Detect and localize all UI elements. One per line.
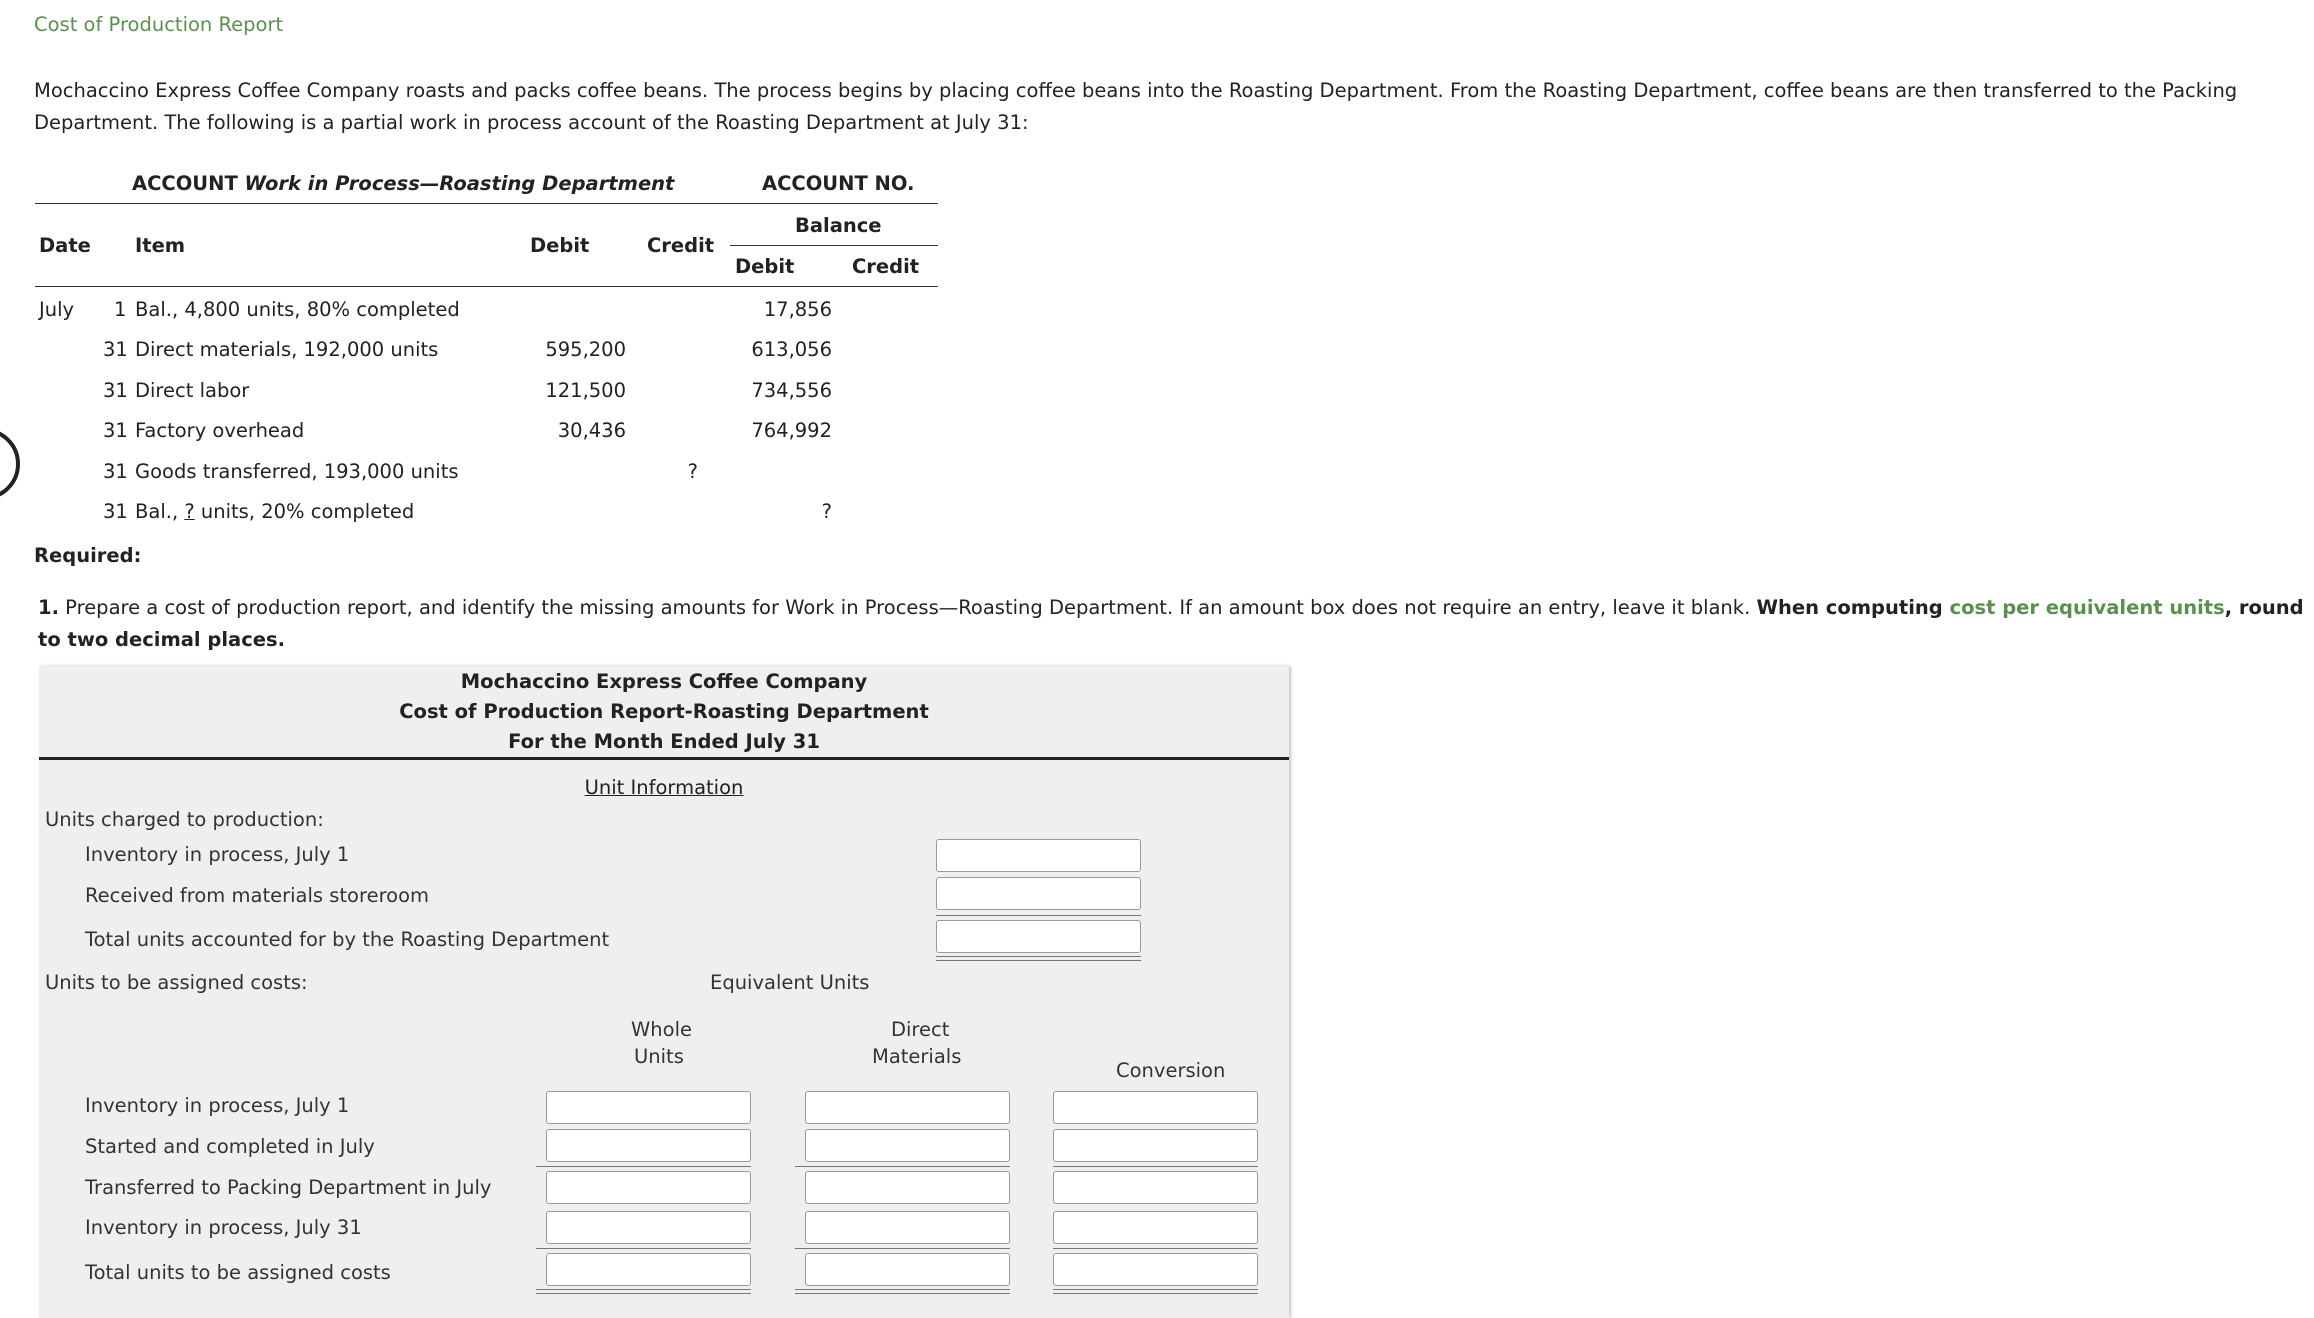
header-balance-debit: Debit bbox=[735, 255, 795, 278]
row-balance-debit: 17,856 bbox=[763, 298, 832, 321]
col-whole-units-1: Whole bbox=[631, 1018, 692, 1041]
required-bold-b: , round to two decimal places. bbox=[38, 596, 2304, 651]
col-conversion: Conversion bbox=[1116, 1059, 1226, 1082]
row-debit: 595,200 bbox=[545, 338, 626, 361]
conv-total-input[interactable] bbox=[1053, 1253, 1258, 1286]
row-item-pre: Bal., bbox=[135, 500, 185, 523]
report-title-link[interactable]: Cost of Production Report bbox=[34, 13, 284, 36]
required-bold-a: When computing bbox=[1756, 596, 1950, 619]
row-day: 31 bbox=[103, 500, 128, 523]
inventory-july1-label: Inventory in process, July 1 bbox=[85, 843, 350, 866]
required-label: Required: bbox=[34, 544, 142, 567]
assign-row-label: Transferred to Packing Department in July bbox=[85, 1176, 492, 1199]
row-debit: 30,436 bbox=[557, 419, 626, 442]
row-day: 31 bbox=[103, 338, 128, 361]
row-debit: 121,500 bbox=[545, 379, 626, 402]
row-credit: ? bbox=[687, 460, 698, 483]
row-day: 1 bbox=[114, 298, 127, 321]
row-item: Factory overhead bbox=[135, 419, 305, 442]
units-assigned-label: Units to be assigned costs: bbox=[45, 971, 308, 994]
header-balance: Balance bbox=[795, 214, 882, 237]
conv-inv-july1-input[interactable] bbox=[1053, 1091, 1258, 1124]
account-prefix: ACCOUNT bbox=[132, 172, 238, 195]
dm-inv-july31-input[interactable] bbox=[805, 1211, 1010, 1244]
required-instructions bbox=[38, 592, 2308, 656]
whole-units-inv-july1-input[interactable] bbox=[546, 1091, 751, 1124]
unit-information-heading: Unit Information bbox=[584, 776, 744, 799]
row-day: 31 bbox=[103, 460, 128, 483]
dm-started-input[interactable] bbox=[805, 1129, 1010, 1162]
whole-units-started-input[interactable] bbox=[546, 1129, 751, 1162]
total-accounted-label: Total units accounted for by the Roasting Department bbox=[85, 928, 610, 951]
received-label: Received from materials storeroom bbox=[85, 884, 430, 907]
header-item: Item bbox=[135, 234, 186, 257]
total-accounted-input[interactable] bbox=[936, 920, 1141, 953]
row-item-post: units, 20% completed bbox=[194, 500, 415, 523]
conv-transferred-input[interactable] bbox=[1053, 1171, 1258, 1204]
required-number: 1. bbox=[38, 596, 59, 619]
assign-row-label: Started and completed in July bbox=[85, 1135, 375, 1158]
assign-row-label: Inventory in process, July 31 bbox=[85, 1216, 362, 1239]
row-item: Goods transferred, 193,000 units bbox=[135, 460, 459, 483]
units-charged-label: Units charged to production: bbox=[45, 808, 324, 831]
assign-row-label: Inventory in process, July 1 bbox=[85, 1094, 350, 1117]
report-company: Mochaccino Express Coffee Company bbox=[460, 670, 868, 693]
report-period: For the Month Ended July 31 bbox=[508, 730, 820, 753]
row-item: Direct materials, 192,000 units bbox=[135, 338, 439, 361]
required-text: Prepare a cost of production report, and identify the missing amounts for Work in Process—Roasting Department. If an amount box does not require an entry, leave it blank. bbox=[58, 596, 1757, 619]
intro-paragraph: Mochaccino Express Coffee Company roasts and packs coffee beans. The process begins by placing coffee beans into the Roasting Department. From the Roasting Department, coffee beans are then transferred to the Packing Department. The following is a partial work in process account of the Roasting Department at July 31: bbox=[34, 79, 2238, 134]
row-balance-debit: 764,992 bbox=[751, 419, 832, 442]
conv-inv-july31-input[interactable] bbox=[1053, 1211, 1258, 1244]
row-balance-debit: 734,556 bbox=[751, 379, 832, 402]
dm-inv-july1-input[interactable] bbox=[805, 1091, 1010, 1124]
whole-units-transferred-input[interactable] bbox=[546, 1171, 751, 1204]
dm-total-input[interactable] bbox=[805, 1253, 1010, 1286]
account-number-label: ACCOUNT NO. bbox=[762, 172, 915, 195]
row-item-question: ? bbox=[184, 500, 195, 523]
dm-transferred-input[interactable] bbox=[805, 1171, 1010, 1204]
account-name: Work in Process—Roasting Department bbox=[244, 172, 675, 195]
col-direct-materials-2: Materials bbox=[872, 1045, 962, 1068]
row-balance-debit: 613,056 bbox=[751, 338, 832, 361]
row-item: Direct labor bbox=[135, 379, 250, 402]
equivalent-units-heading: Equivalent Units bbox=[710, 971, 870, 994]
col-whole-units-2: Units bbox=[634, 1045, 684, 1068]
header-balance-credit: Credit bbox=[852, 255, 920, 278]
whole-units-inv-july31-input[interactable] bbox=[546, 1211, 751, 1244]
header-date: Date bbox=[39, 234, 91, 257]
header-credit: Credit bbox=[647, 234, 715, 257]
cost-of-production-report bbox=[39, 666, 1289, 1318]
header-debit: Debit bbox=[530, 234, 590, 257]
row-item bbox=[135, 500, 414, 523]
received-input[interactable] bbox=[936, 877, 1141, 910]
report-title: Cost of Production Report-Roasting Department bbox=[399, 700, 929, 723]
inventory-july1-input[interactable] bbox=[936, 839, 1141, 872]
mouse-cursor-ring bbox=[0, 428, 20, 500]
row-item: Bal., 4,800 units, 80% completed bbox=[135, 298, 460, 321]
whole-units-total-input[interactable] bbox=[546, 1253, 751, 1286]
conv-started-input[interactable] bbox=[1053, 1129, 1258, 1162]
month-label: July bbox=[39, 298, 75, 321]
col-direct-materials-1: Direct bbox=[891, 1018, 950, 1041]
account-heading bbox=[132, 172, 674, 195]
row-day: 31 bbox=[103, 419, 128, 442]
assign-row-label: Total units to be assigned costs bbox=[85, 1261, 391, 1284]
row-balance-debit: ? bbox=[821, 500, 832, 523]
row-day: 31 bbox=[103, 379, 128, 402]
cost-per-equivalent-units-link[interactable]: cost per equivalent units bbox=[1949, 596, 2225, 619]
